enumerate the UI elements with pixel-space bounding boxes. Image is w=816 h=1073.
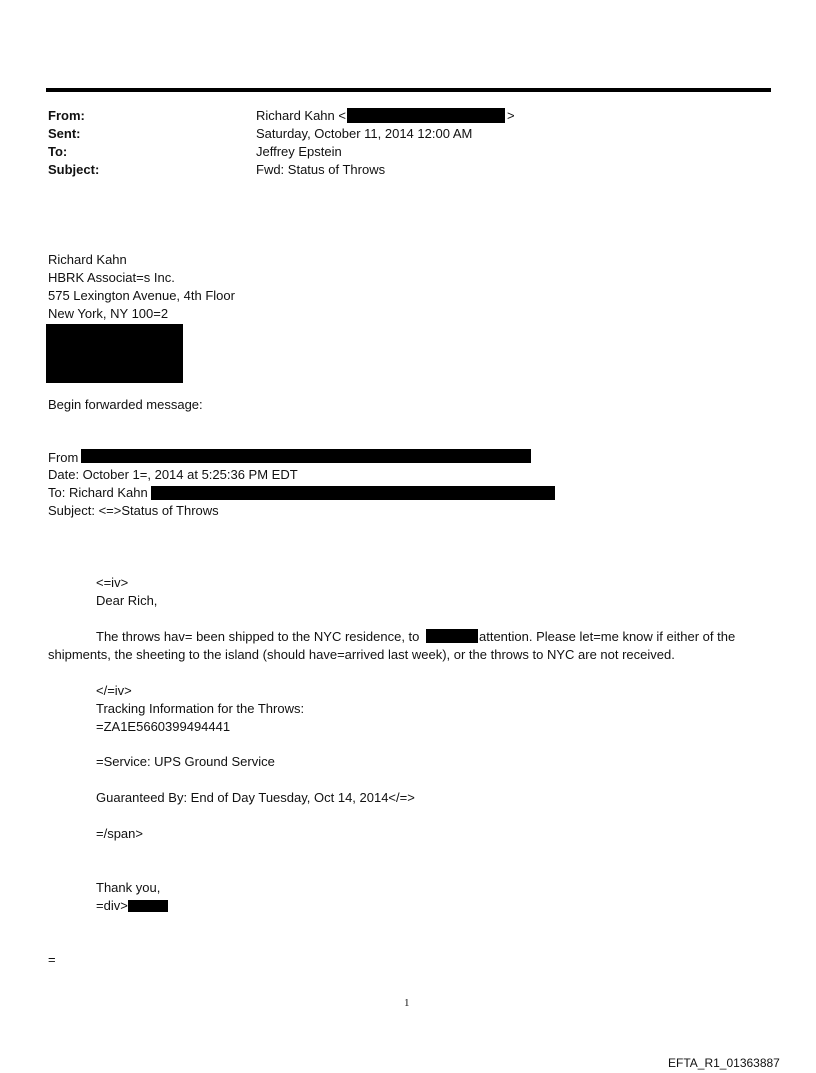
from-value: Richard Kahn < xyxy=(256,108,346,123)
to-label: To: xyxy=(48,144,68,159)
body-greeting: Dear Rich, xyxy=(96,593,158,608)
service-line: =Service: UPS Ground Service xyxy=(96,754,275,769)
tracking-label: Tracking Information for the Throws: xyxy=(96,701,305,716)
fwd-date: Date: October 1=, 2014 at 5:25:36 PM EDT xyxy=(48,467,298,482)
span-close: =/span> xyxy=(96,826,143,841)
sent-label: Sent: xyxy=(48,126,81,141)
tracking-number: =ZA1E5660399494441 xyxy=(96,719,231,734)
signature-line-2: HBRK Associat=s Inc. xyxy=(48,270,175,285)
fwd-to: To: Richard Kahn xyxy=(48,485,148,500)
fwd-subject: Subject: <=>Status of Throws xyxy=(48,503,219,518)
guaranteed-line: Guaranteed By: End of Day Tuesday, Oct 14, 2014</=> xyxy=(96,790,415,805)
body-div-open: <=iv> xyxy=(96,575,129,590)
body-para-b: attention. Please let=me know if either of the xyxy=(479,629,736,644)
redaction-recipient-name xyxy=(426,629,478,643)
trailing-equals: = xyxy=(48,952,56,967)
forward-intro: Begin forwarded message: xyxy=(48,397,203,412)
subject-label: Subject: xyxy=(48,162,100,177)
thanks-line: Thank you, xyxy=(96,880,161,895)
div-signature: =div> xyxy=(96,898,128,913)
signature-line-1: Richard Kahn xyxy=(48,252,127,267)
redaction-fwd-from xyxy=(81,449,531,463)
body-para-c: shipments, the sheeting to the island (should have=arrived last week), or the throws to NYC are not received. xyxy=(48,647,675,662)
from-label: From: xyxy=(48,108,85,123)
body-para-a: The throws hav= been shipped to the NYC residence, to xyxy=(96,629,420,644)
sent-value: Saturday, October 11, 2014 12:00 AM xyxy=(256,126,473,141)
signature-line-3: 575 Lexington Avenue, 4th Floor xyxy=(48,288,235,303)
redaction-signature-block xyxy=(46,324,183,383)
header-rule xyxy=(46,88,771,92)
from-close: > xyxy=(507,108,515,123)
page-number: 1 xyxy=(404,997,410,1009)
body-div-close: </=iv> xyxy=(96,683,132,698)
to-value: Jeffrey Epstein xyxy=(256,144,342,159)
subject-value: Fwd: Status of Throws xyxy=(256,162,386,177)
signature-line-4: New York, NY 100=2 xyxy=(48,306,169,321)
document-id: EFTA_R1_01363887 xyxy=(668,1056,780,1070)
redaction-from-email xyxy=(347,108,505,123)
fwd-from: From xyxy=(48,450,79,465)
redaction-fwd-to xyxy=(151,486,555,500)
redaction-sender-name xyxy=(128,900,168,912)
